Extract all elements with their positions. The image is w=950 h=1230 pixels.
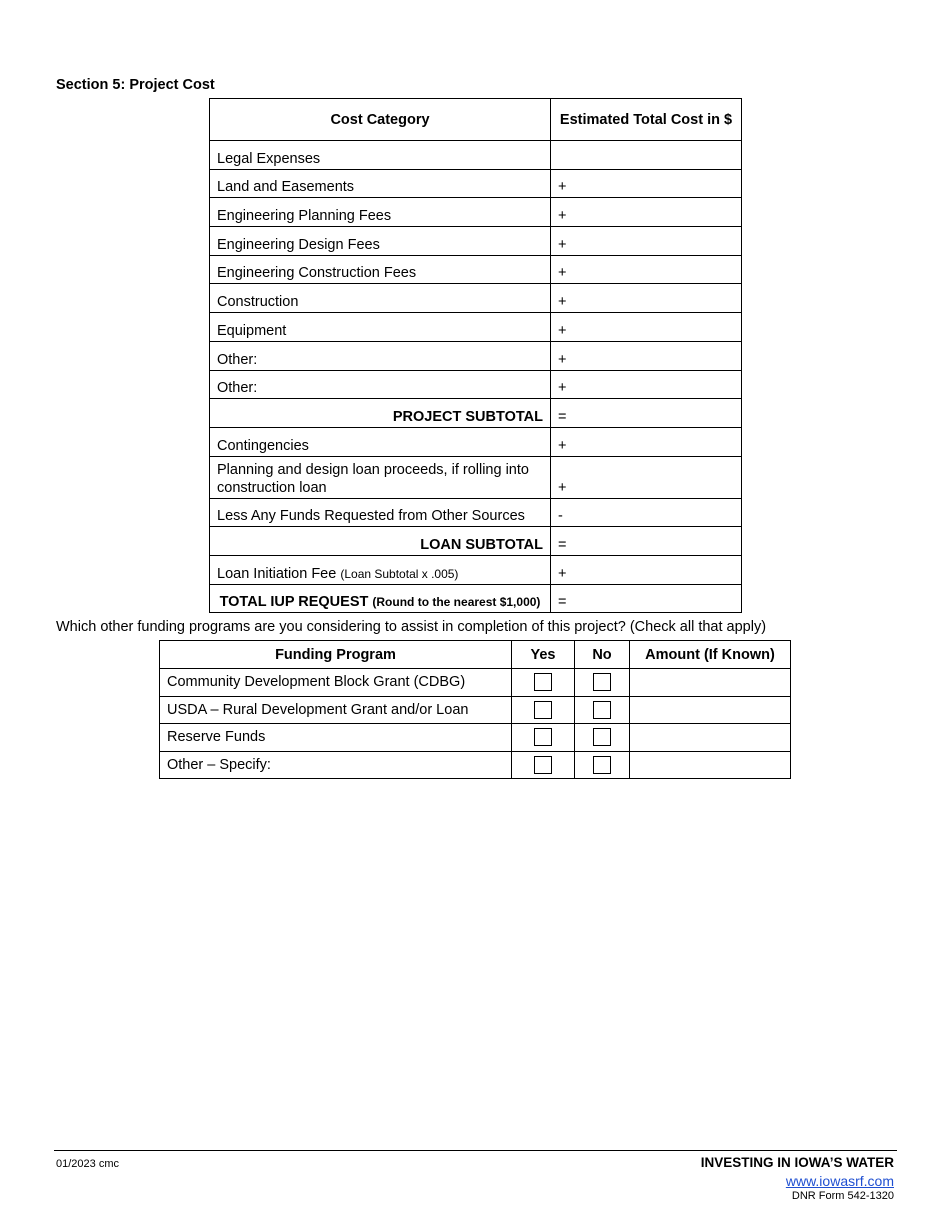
no-cell — [575, 696, 630, 724]
funding-table-header — [160, 641, 791, 669]
no-checkbox[interactable] — [593, 701, 611, 719]
cost-label: Other: — [210, 341, 551, 370]
no-cell — [575, 724, 630, 752]
table-row — [210, 169, 742, 198]
yes-cell — [512, 696, 575, 724]
cost-input[interactable]: + — [551, 284, 742, 313]
yes-checkbox[interactable] — [534, 673, 552, 691]
cost-input[interactable]: + — [551, 427, 742, 456]
loan-subtotal-input[interactable]: = — [551, 527, 742, 556]
cost-input[interactable]: + — [551, 255, 742, 284]
project-subtotal-row — [210, 399, 742, 428]
no-checkbox[interactable] — [593, 728, 611, 746]
yes-checkbox[interactable] — [534, 701, 552, 719]
yes-checkbox[interactable] — [534, 728, 552, 746]
table-row — [210, 255, 742, 284]
total-iup-request-input[interactable]: = — [551, 584, 742, 613]
cost-label: Engineering Design Fees — [210, 227, 551, 256]
no-cell — [575, 669, 630, 697]
loan-initiation-fee-note: (Loan Subtotal x .005) — [340, 566, 459, 581]
table-row — [160, 696, 791, 724]
table-row — [210, 141, 742, 170]
cost-input[interactable]: + — [551, 227, 742, 256]
table-row — [210, 227, 742, 256]
table-row — [210, 370, 742, 399]
project-subtotal-input[interactable]: = — [551, 399, 742, 428]
footer-website-link[interactable]: www.iowasrf.com — [785, 1173, 894, 1189]
cost-input[interactable]: - — [551, 498, 742, 527]
table-row — [210, 456, 742, 498]
project-cost-table — [209, 98, 742, 613]
no-checkbox[interactable] — [593, 756, 611, 774]
yes-header: Yes — [512, 641, 575, 669]
table-row — [160, 669, 791, 697]
no-header: No — [575, 641, 630, 669]
table-row — [160, 724, 791, 752]
cost-category-header: Cost Category — [210, 99, 551, 141]
cost-label: Equipment — [210, 313, 551, 342]
footer-divider — [54, 1150, 897, 1151]
funding-program-label: Other – Specify: — [160, 751, 512, 779]
yes-cell — [512, 751, 575, 779]
total-iup-request-row — [210, 584, 742, 613]
loan-initiation-fee-row — [210, 555, 742, 584]
cost-table-header — [210, 99, 742, 141]
table-row — [160, 751, 791, 779]
cost-label: Contingencies — [210, 427, 551, 456]
yes-checkbox[interactable] — [534, 756, 552, 774]
funding-question: Which other funding programs are you considering to assist in completion of this project? (Check all that apply) — [56, 619, 767, 635]
footer-date: 01/2023 cmc — [56, 1158, 119, 1170]
no-cell — [575, 751, 630, 779]
cost-label: Engineering Planning Fees — [210, 198, 551, 227]
yes-cell — [512, 724, 575, 752]
funding-program-header: Funding Program — [160, 641, 512, 669]
estimated-cost-header: Estimated Total Cost in $ — [551, 99, 742, 141]
footer-brand: INVESTING IN IOWA’S WATER — [700, 1155, 894, 1170]
total-iup-request-cell — [210, 584, 551, 613]
amount-input[interactable] — [630, 751, 791, 779]
project-subtotal-label: PROJECT SUBTOTAL — [210, 399, 551, 428]
funding-program-label: USDA – Rural Development Grant and/or Loan — [160, 696, 512, 724]
loan-initiation-fee-input[interactable]: + — [551, 555, 742, 584]
footer-right — [701, 1155, 894, 1202]
cost-label: Engineering Construction Fees — [210, 255, 551, 284]
table-row — [210, 498, 742, 527]
total-iup-request-note: (Round to the nearest $1,000) — [372, 595, 541, 610]
loan-initiation-fee-cell — [210, 555, 551, 584]
cost-input[interactable]: + — [551, 370, 742, 399]
footer-form-number: DNR Form 542-1320 — [791, 1190, 894, 1202]
amount-input[interactable] — [630, 696, 791, 724]
no-checkbox[interactable] — [593, 673, 611, 691]
cost-label: Land and Easements — [210, 169, 551, 198]
loan-subtotal-label: LOAN SUBTOTAL — [210, 527, 551, 556]
cost-label: Legal Expenses — [210, 141, 551, 170]
yes-cell — [512, 669, 575, 697]
cost-input[interactable]: + — [551, 341, 742, 370]
section-title: Section 5: Project Cost — [56, 77, 215, 93]
funding-program-label: Reserve Funds — [160, 724, 512, 752]
table-row — [210, 313, 742, 342]
table-row — [210, 284, 742, 313]
loan-initiation-fee-label: Loan Initiation Fee — [217, 565, 337, 582]
cost-input[interactable] — [551, 141, 742, 170]
cost-label: Less Any Funds Requested from Other Sources — [210, 498, 551, 527]
table-row — [210, 198, 742, 227]
amount-input[interactable] — [630, 724, 791, 752]
table-row — [210, 427, 742, 456]
cost-input[interactable]: + — [551, 456, 742, 498]
cost-input[interactable]: + — [551, 169, 742, 198]
cost-input[interactable]: + — [551, 313, 742, 342]
cost-label: Other: — [210, 370, 551, 399]
total-iup-request-label: TOTAL IUP REQUEST — [219, 594, 369, 611]
table-row — [210, 341, 742, 370]
cost-label: Construction — [210, 284, 551, 313]
funding-program-label: Community Development Block Grant (CDBG) — [160, 669, 512, 697]
amount-header: Amount (If Known) — [630, 641, 791, 669]
cost-label: Planning and design loan proceeds, if rolling into construction loan — [210, 456, 551, 498]
loan-subtotal-row — [210, 527, 742, 556]
funding-programs-table — [159, 640, 791, 779]
amount-input[interactable] — [630, 669, 791, 697]
cost-input[interactable]: + — [551, 198, 742, 227]
